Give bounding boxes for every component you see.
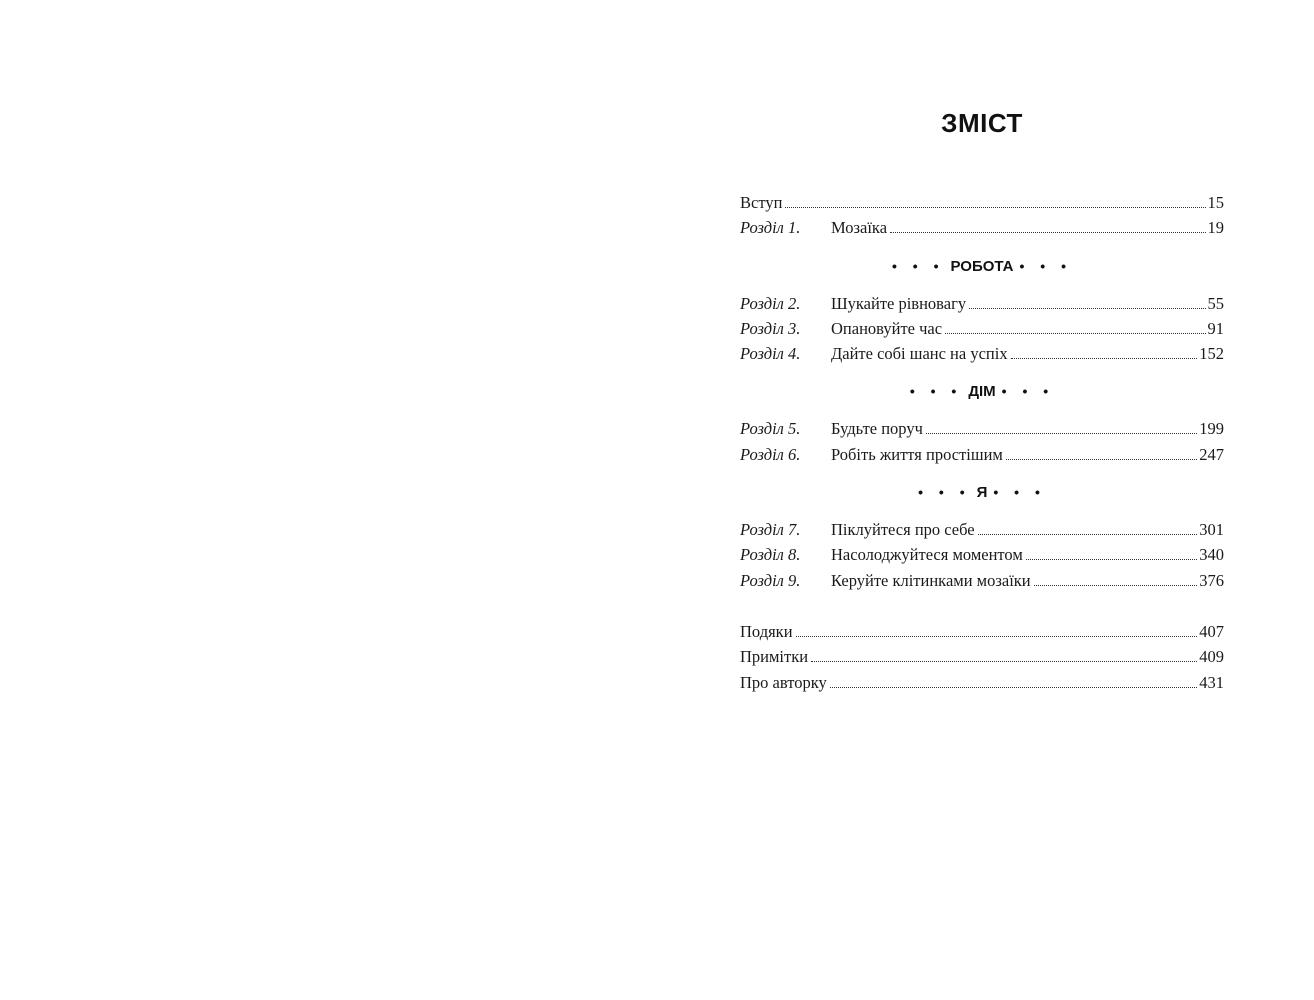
toc-entry-title: Насолоджуйтеся моментом [831,545,1023,565]
toc-entry-acknowledgements [740,619,1224,644]
dot-leader [890,232,1205,233]
toc-entry-chapter-4 [740,341,1224,366]
toc-entry-page: 301 [1199,520,1224,540]
section-heading-label: ДІМ [968,383,996,401]
toc-entry-page: 91 [1207,318,1224,338]
dot-leader [926,433,1197,434]
bullet-ornament: • • • [1001,383,1055,400]
chapter-number: Розділ 6. [740,444,801,464]
toc-entry-page: 340 [1199,545,1224,565]
toc-entry-notes [740,644,1224,669]
toc-entry-chapter-9 [740,568,1224,593]
toc-entry-title: Будьте поруч [831,419,923,439]
chapter-number: Розділ 2. [740,293,801,313]
table-of-contents [740,190,1224,695]
toc-entry-chapter-8 [740,542,1224,567]
toc-entry-title: Мозаїка [831,218,888,238]
bullet-ornament: • • • [918,484,971,501]
chapter-number: Розділ 7. [740,520,801,540]
toc-entry-title: Про авторку [740,672,827,692]
dot-leader [945,333,1205,334]
spacer [740,593,1224,619]
toc-entry-chapter-1 [740,215,1224,240]
page-title: ЗМІСТ [941,108,1023,138]
toc-entry-intro [740,190,1224,215]
section-heading-home [740,366,1224,416]
chapter-number: Розділ 3. [740,318,801,338]
bullet-ornament: • • • [892,257,945,274]
chapter-number: Розділ 9. [740,570,801,590]
toc-entry-title: Шукайте рівновагу [831,293,967,313]
toc-entry-title: Опановуйте час [831,318,943,338]
chapter-number: Розділ 1. [740,218,801,238]
toc-entry-title: Робіть життя простішим [831,444,1003,464]
toc-entry-page: 376 [1199,570,1224,590]
dot-leader [796,636,1198,637]
chapter-number: Розділ 5. [740,419,801,439]
bullet-ornament: • • • [909,383,963,400]
dot-leader [978,534,1198,535]
chapter-number: Розділ 4. [740,344,801,364]
section-heading-label: РОБОТА [950,257,1014,275]
toc-entry-page: 247 [1199,444,1224,464]
bullet-ornament: • • • [993,484,1046,501]
dot-leader [1034,585,1198,586]
dot-leader [811,661,1197,662]
toc-entry-title: Керуйте клітинками мозаїки [831,570,1031,590]
chapter-number: Розділ 8. [740,545,801,565]
dot-leader [785,207,1205,208]
toc-entry-page: 55 [1207,293,1224,313]
dot-leader [969,308,1205,309]
toc-entry-page: 19 [1207,218,1224,238]
toc-entry-title: Вступ [740,193,783,212]
dot-leader [1006,459,1197,460]
dot-leader [1026,559,1197,560]
section-heading-work [740,241,1224,291]
toc-entry-title: Піклуйтеся про себе [831,520,975,540]
toc-entry-page: 199 [1199,419,1224,439]
toc-entry-chapter-2 [740,291,1224,316]
section-heading-label: Я [976,484,988,502]
bullet-ornament: • • • [1019,257,1072,274]
toc-entry-page: 152 [1199,344,1224,364]
toc-entry-title: Примітки [740,647,809,667]
toc-entry-chapter-5 [740,416,1224,441]
toc-entry-page: 407 [1199,621,1224,641]
toc-entry-page: 409 [1199,647,1224,667]
toc-entry-page: 431 [1199,672,1224,692]
section-heading-me [740,467,1224,517]
toc-entry-title: Дайте собі шанс на успіх [831,344,1008,364]
toc-entry-chapter-3 [740,316,1224,341]
toc-entry-page: 15 [1207,193,1224,212]
dot-leader [1011,358,1198,359]
toc-entry-chapter-6 [740,442,1224,467]
toc-entry-about-author [740,670,1224,695]
dot-leader [830,687,1197,688]
toc-entry-chapter-7 [740,517,1224,542]
toc-entry-title: Подяки [740,621,793,641]
